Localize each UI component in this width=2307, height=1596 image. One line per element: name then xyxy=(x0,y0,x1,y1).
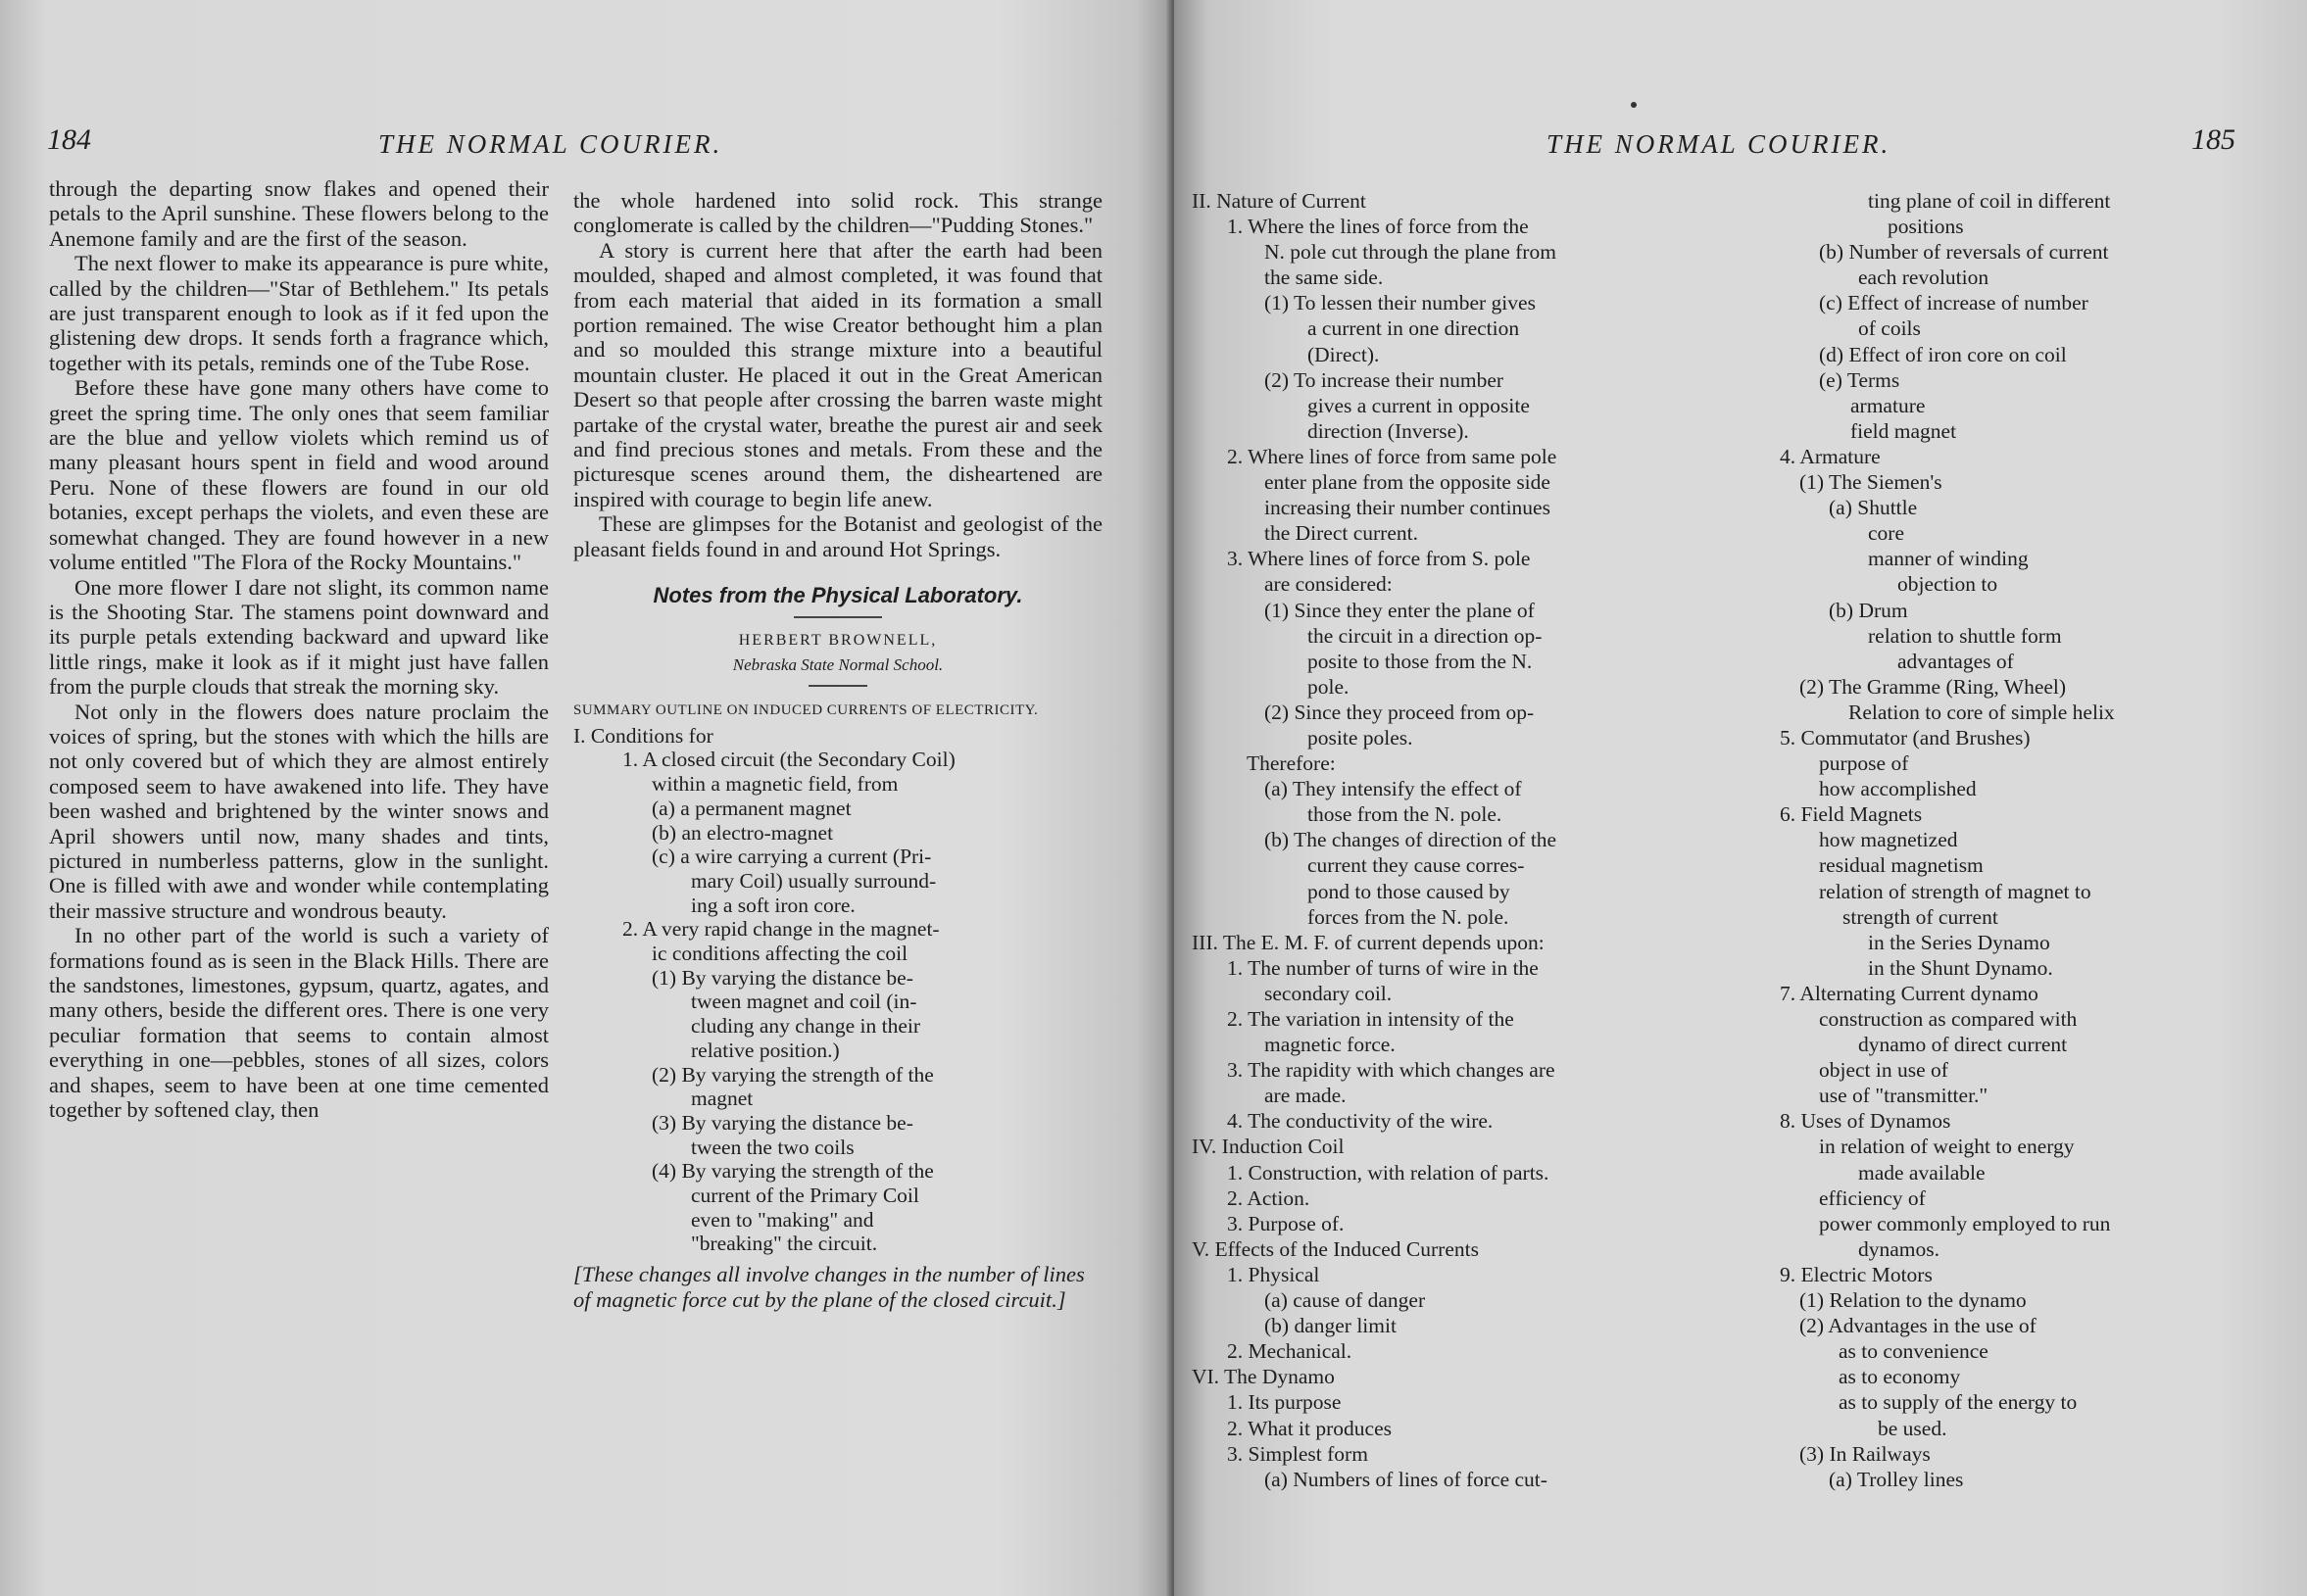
outline-line: armature xyxy=(1850,393,1926,417)
outline-line: how accomplished xyxy=(1819,777,1977,801)
outline-line: strength of current xyxy=(1842,904,1998,929)
outline-line: relation to shuttle form xyxy=(1868,623,2062,648)
outline-line: (2) Since they proceed from op- xyxy=(1264,700,1535,724)
notes-title: Notes from the Physical Laboratory. xyxy=(653,583,1023,608)
outline-line: residual magnetism xyxy=(1819,853,1984,878)
outline-line: (b) Drum xyxy=(1829,598,1908,622)
outline-line: as to convenience xyxy=(1839,1339,1988,1364)
outline-line: manner of winding xyxy=(1868,547,2029,571)
outline-line: (1) Relation to the dynamo xyxy=(1799,1288,2027,1313)
outline-line: are considered: xyxy=(1264,572,1393,597)
outline-line: tween the two coils xyxy=(691,1135,855,1159)
outline-line: as to economy xyxy=(1839,1365,1961,1389)
page-number: 185 xyxy=(2191,123,2235,156)
outline-line: pond to those caused by xyxy=(1307,879,1510,903)
outline-line: "breaking" the circuit. xyxy=(691,1232,878,1256)
outline-line: increasing their number continues xyxy=(1264,496,1550,520)
outline-line: (a) a permanent magnet xyxy=(652,796,852,820)
outline-line: advantages of xyxy=(1897,649,2014,673)
outline-line: (c) Effect of increase of number xyxy=(1819,291,2088,315)
outline-line: (b) Number of reversals of current xyxy=(1819,240,2109,265)
outline-line: forces from the N. pole. xyxy=(1307,904,1509,929)
outline-line: I. Conditions for xyxy=(573,723,713,748)
outline-line: relation of strength of magnet to xyxy=(1819,879,2091,903)
outline-line: as to supply of the energy to xyxy=(1839,1390,2078,1415)
outline-line: objection to xyxy=(1897,572,1998,597)
outline-line: (3) In Railways xyxy=(1799,1441,1931,1466)
outline-line: the same side. xyxy=(1264,266,1384,290)
outline-line: (b) The changes of direction of the xyxy=(1264,828,1557,852)
outline-line: efficiency of xyxy=(1819,1185,1926,1210)
summary-heading: SUMMARY OUTLINE ON INDUCED CURRENTS OF ELECTRICITY. xyxy=(573,702,1039,719)
outline-line: N. pole cut through the plane from xyxy=(1264,240,1556,265)
outline-line: tween magnet and coil (in- xyxy=(691,990,917,1014)
outline-line: mary Coil) usually surround- xyxy=(691,868,937,893)
outline-line: (c) a wire carrying a current (Pri- xyxy=(652,845,932,869)
outline-line: enter plane from the opposite side xyxy=(1264,470,1550,495)
outline-line: 2. A very rapid change in the magnet- xyxy=(622,917,940,942)
outline-line: 2. Mechanical. xyxy=(1227,1339,1352,1364)
divider xyxy=(809,685,867,687)
outline-line: gives a current in opposite xyxy=(1307,393,1530,417)
outline-line: use of "transmitter." xyxy=(1819,1084,1988,1108)
paragraph: Not only in the flowers does nature proclaim the voices of spring, but the stones with which the hills are not only covered but of which they are almost entirely composed seem to have awakened into life. They have been washed and brightened by the winter snows and April showers until now, many shades and tints, pictured in numberless patterns, glow in the sunlight. One is filled with awe and wonder while contemplating their massive structure and wondrous beauty. xyxy=(49,699,549,923)
paragraph: through the departing snow flakes and opened their petals to the April sunshine. These flowers belong to the Anemone family and are the first of the season. xyxy=(49,176,549,251)
outline-line: a current in one direction xyxy=(1307,316,1520,341)
outline-line: within a magnetic field, from xyxy=(652,772,899,797)
outline-line: 5. Commutator (and Brushes) xyxy=(1780,725,2031,750)
outline-line: 1. Construction, with relation of parts. xyxy=(1227,1160,1549,1185)
ink-speck xyxy=(1631,102,1637,108)
bracket-note: [These changes all involve changes in the number of lines of magnetic force cut by the plane of the closed circuit.] xyxy=(573,1262,1085,1312)
outline-line: power commonly employed to run xyxy=(1819,1211,2111,1235)
outline-line: magnetic force. xyxy=(1264,1033,1396,1057)
outline-line: (2) To increase their number xyxy=(1264,367,1504,392)
outline-line: secondary coil. xyxy=(1264,981,1393,1005)
outline xyxy=(573,724,1103,1256)
outline-line: direction (Inverse). xyxy=(1307,418,1469,443)
outline-line: (Direct). xyxy=(1307,342,1380,366)
outline-line: those from the N. pole. xyxy=(1307,802,1502,827)
outline-line: 2. The variation in intensity of the xyxy=(1227,1007,1514,1031)
outline-line: in the Series Dynamo xyxy=(1868,930,2050,954)
outline-line: 4. The conductivity of the wire. xyxy=(1227,1109,1494,1134)
outline-line: (a) They intensify the effect of xyxy=(1264,777,1522,801)
outline-line: current they cause corres- xyxy=(1307,853,1525,878)
outline-line: each revolution xyxy=(1858,266,1989,290)
outline-line: (a) Trolley lines xyxy=(1829,1467,1964,1491)
outline-line: are made. xyxy=(1264,1084,1347,1108)
right-column-1 xyxy=(1192,188,1741,1492)
outline-line: VI. The Dynamo xyxy=(1192,1365,1335,1389)
outline-line: ting plane of coil in different xyxy=(1868,189,2111,213)
outline-line: (4) By varying the strength of the xyxy=(652,1159,934,1184)
outline-line: (1) The Siemen's xyxy=(1799,470,1942,495)
outline-line: construction as compared with xyxy=(1819,1007,2078,1031)
outline-line: field magnet xyxy=(1850,418,1957,443)
outline-line: the circuit in a direction op- xyxy=(1307,623,1543,648)
paragraph: These are glimpses for the Botanist and geologist of the pleasant fields found in and around Hot Springs. xyxy=(573,511,1103,561)
outline-line: 1. Physical xyxy=(1227,1262,1320,1286)
outline-line: V. Effects of the Induced Currents xyxy=(1192,1236,1479,1261)
paragraph: A story is current here that after the earth had been moulded, shaped and almost completed, it was found that from each material that aided in its formation a small portion remained. The wise Creator bethought him a plan and so moulded this strange mixture into a beautiful mountain cluster. He placed it out in the Great American Desert so that people after crossing the barren waste might partake of the crystal water, breathe the purest air and seek and find precious stones and metals. From these and the picturesque scenes around them, the disheartened are inspired with courage to begin life anew. xyxy=(573,237,1103,511)
outline-line: 7. Alternating Current dynamo xyxy=(1780,981,2038,1005)
paragraph: In no other part of the world is such a variety of formations found as is seen in the Black Hills. There are the sandstones, limestones, gypsum, quartz, agates, and many others, beside the different ores. There is one very peculiar formation that seems to contain almost everything in one—pebbles, stones of all sizes, colors and shapes, seem to have been at one time cemented together by softened clay, then xyxy=(49,923,549,1123)
outline-line: be used. xyxy=(1878,1416,1947,1440)
outline-line: posite poles. xyxy=(1307,725,1413,750)
outline-line: 1. A closed circuit (the Secondary Coil) xyxy=(622,748,956,772)
outline-line: relative position.) xyxy=(691,1038,840,1062)
outline-line: (d) Effect of iron core on coil xyxy=(1819,342,2067,366)
left-column-2 xyxy=(573,188,1103,1312)
outline-line: made available xyxy=(1858,1160,1986,1185)
outline-line: 2. What it produces xyxy=(1227,1416,1392,1440)
outline-line: Therefore: xyxy=(1247,751,1336,776)
running-head: THE NORMAL COURIER. xyxy=(1546,129,1891,159)
outline-line: (b) an electro-magnet xyxy=(652,820,834,845)
outline-line: 1. The number of turns of wire in the xyxy=(1227,955,1539,980)
right-page xyxy=(1174,0,2307,1596)
outline-line: (2) Advantages in the use of xyxy=(1799,1314,2037,1338)
outline-line: positions xyxy=(1888,215,1964,239)
outline-line: (2) The Gramme (Ring, Wheel) xyxy=(1799,674,2067,699)
outline-line: dynamos. xyxy=(1858,1236,1940,1261)
outline-line: in relation of weight to energy xyxy=(1819,1135,2075,1159)
outline-line: in the Shunt Dynamo. xyxy=(1868,955,2053,980)
left-column-1 xyxy=(49,176,549,1122)
outline-line: II. Nature of Current xyxy=(1192,189,1366,213)
outline-line: object in use of xyxy=(1819,1058,1948,1083)
running-head: THE NORMAL COURIER. xyxy=(378,129,723,159)
outline-line: (1) To lessen their number gives xyxy=(1264,291,1536,315)
outline-line: 2. Where lines of force from same pole xyxy=(1227,444,1557,468)
outline-line: (a) Numbers of lines of force cut- xyxy=(1264,1467,1547,1491)
divider xyxy=(794,616,882,618)
outline-line: 3. Simplest form xyxy=(1227,1441,1368,1466)
outline-line: cluding any change in their xyxy=(691,1014,921,1039)
outline-line: (2) By varying the strength of the xyxy=(652,1062,934,1087)
outline-line: III. The E. M. F. of current depends upon: xyxy=(1192,930,1545,954)
outline-line: 2. Action. xyxy=(1227,1185,1310,1210)
school: Nebraska State Normal School. xyxy=(732,654,944,674)
outline-line: IV. Induction Coil xyxy=(1192,1135,1345,1159)
outline-line: 3. Where lines of force from S. pole xyxy=(1227,547,1531,571)
outline-line: 9. Electric Motors xyxy=(1780,1262,1933,1286)
outline-line: posite to those from the N. xyxy=(1307,649,1533,673)
outline-line: 3. Purpose of. xyxy=(1227,1211,1345,1235)
outline-line: pole. xyxy=(1307,674,1350,699)
paragraph: One more flower I dare not slight, its common name is the Shooting Star. The stamens point downward and its purple petals extending backward and upward like little rings, make it look as if it might just have fallen from the purple clouds that streak the morning sky. xyxy=(49,574,549,700)
paragraph: The next flower to make its appearance is pure white, called by the children—"Star of Bethlehem." Its petals are just transparent enough to look as if it fed upon the glistening dew drops. It sends forth a fragrance which, together with its petals, reminds one of the Tube Rose. xyxy=(49,251,549,375)
outline-line: 3. The rapidity with which changes are xyxy=(1227,1058,1555,1083)
outline-line: current of the Primary Coil xyxy=(691,1184,919,1208)
outline-line: core xyxy=(1868,521,1904,546)
outline-line: dynamo of direct current xyxy=(1858,1033,2068,1057)
outline-line: the Direct current. xyxy=(1264,521,1418,546)
outline-line: (a) cause of danger xyxy=(1264,1288,1426,1313)
outline-line: even to "making" and xyxy=(691,1207,874,1232)
outline-line: (1) By varying the distance be- xyxy=(652,965,913,990)
outline-line: 8. Uses of Dynamos xyxy=(1780,1109,1951,1134)
outline-line: ic conditions affecting the coil xyxy=(652,942,908,966)
outline-line: 1. Its purpose xyxy=(1227,1390,1342,1415)
outline-line: ing a soft iron core. xyxy=(691,893,856,917)
paragraph: the whole hardened into solid rock. This strange conglomerate is called by the children—"Pudding Stones." xyxy=(573,188,1103,238)
author: HERBERT BROWNELL, xyxy=(738,631,938,649)
outline-line: (a) Shuttle xyxy=(1829,496,1918,520)
outline-line: (1) Since they enter the plane of xyxy=(1264,598,1535,622)
outline-line: magnet xyxy=(691,1087,754,1111)
outline-line: how magnetized xyxy=(1819,828,1958,852)
outline-line: of coils xyxy=(1858,316,1921,341)
outline-line: Relation to core of simple helix xyxy=(1848,700,2115,724)
page-number: 184 xyxy=(47,123,91,156)
outline-line: 6. Field Magnets xyxy=(1780,802,1923,827)
outline-line: 4. Armature xyxy=(1780,444,1881,468)
outline-line: (b) danger limit xyxy=(1264,1314,1397,1338)
outline-line: purpose of xyxy=(1819,751,1909,776)
paragraph: Before these have gone many others have come to greet the spring time. The only ones that seem familiar are the blue and yellow violets which remind us of many pleasant hours spent in field and wood around Peru. None of these flowers are found in our old botanies, except perhaps the violets, and even these are somewhat changed. They are found however in a new volume entitled "The Flora of the Rocky Mountains." xyxy=(49,375,549,575)
right-column-2 xyxy=(1780,188,2289,1492)
outline-line: (e) Terms xyxy=(1819,367,1900,392)
outline-line: (3) By varying the distance be- xyxy=(652,1110,913,1135)
outline-line: 1. Where the lines of force from the xyxy=(1227,215,1529,239)
